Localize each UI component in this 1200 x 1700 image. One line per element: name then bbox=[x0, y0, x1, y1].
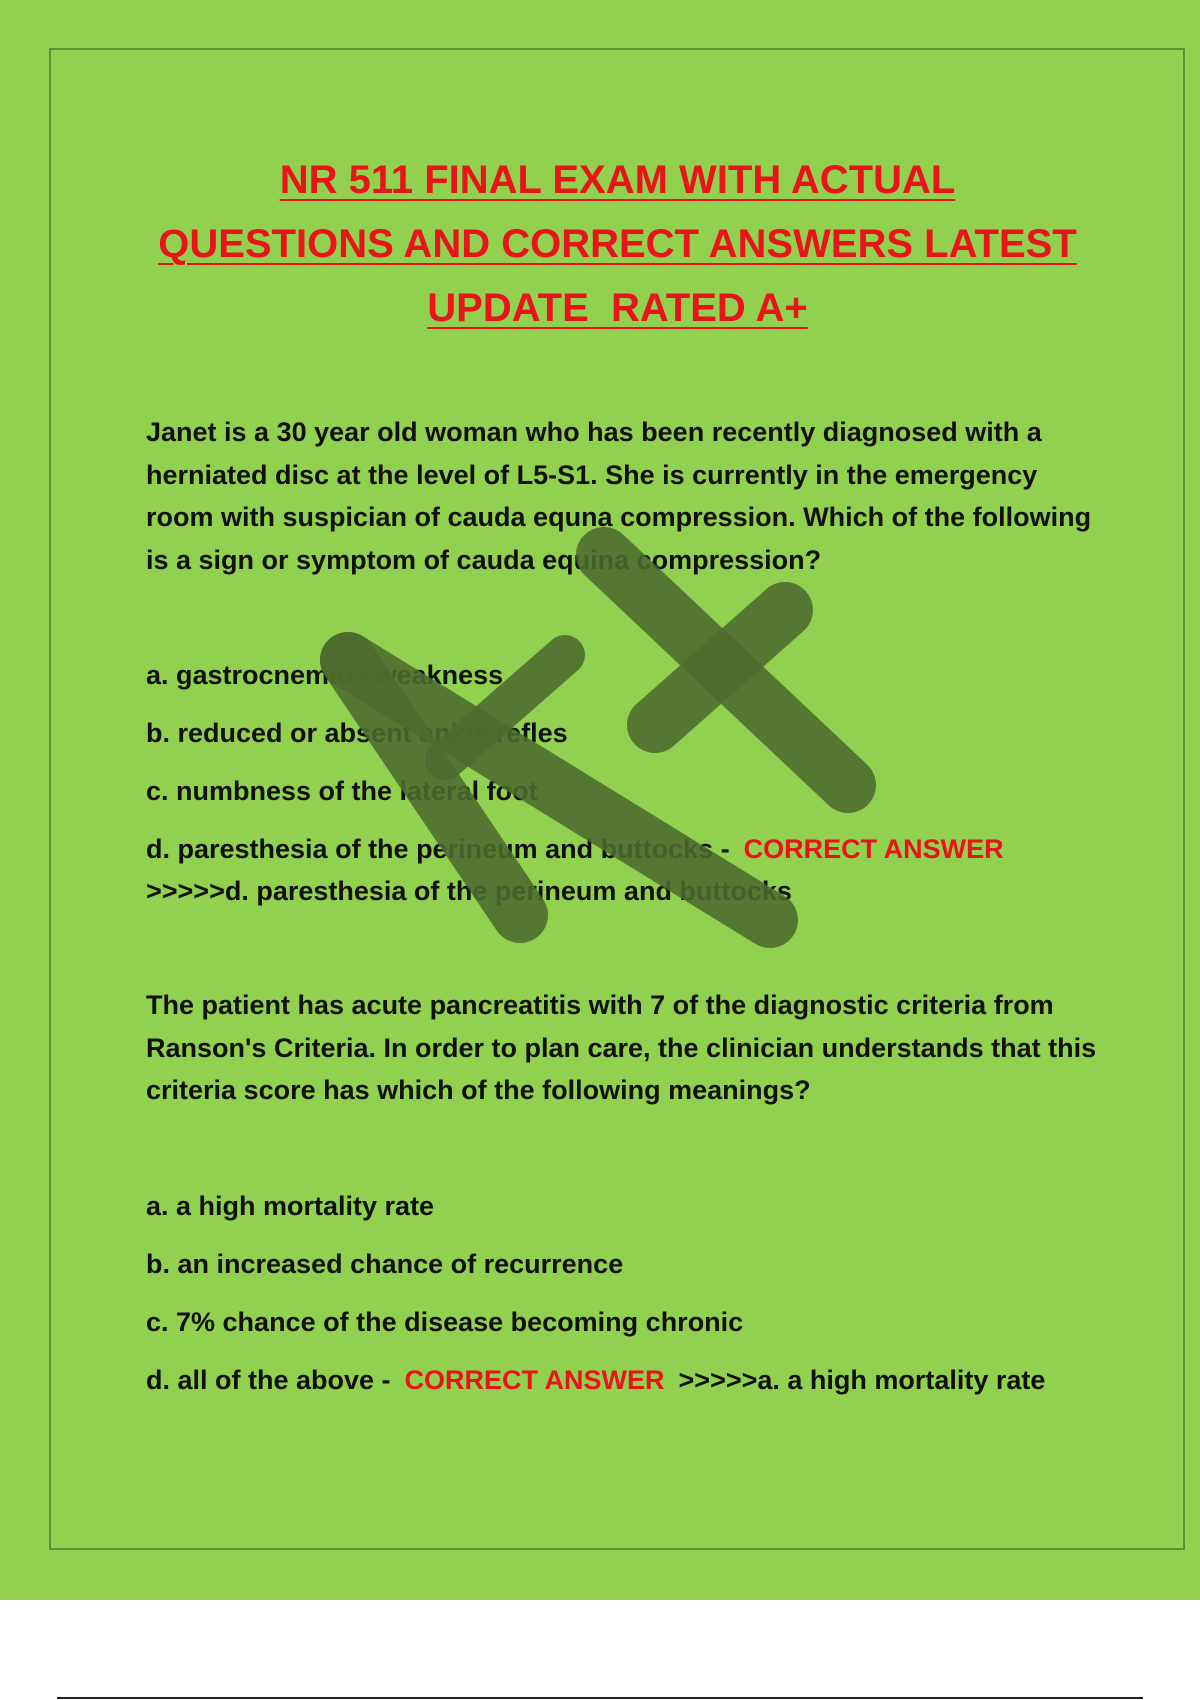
question-1-correct-answer: >>>>>d. paresthesia of the perineum and buttocks bbox=[146, 876, 792, 906]
title-line-2: QUESTIONS AND CORRECT ANSWERS LATEST bbox=[158, 222, 1077, 266]
question-2-options bbox=[146, 1185, 1106, 1401]
question-2-option-c: c. 7% chance of the disease becoming chronic bbox=[146, 1306, 744, 1337]
title-line-3: UPDATE RATED A+ bbox=[427, 286, 808, 330]
question-2-option-a: a. a high mortality rate bbox=[146, 1190, 435, 1221]
question-1-option-b: b. reduced or absent ankle refles bbox=[146, 718, 568, 748]
question-1-text: Janet is a 30 year old woman who has been recently diagnosed with a herniated disc at the level of L5-S1. She is currently in the emergency room with suspician of cauda equna compression. Which of the following is a sign or symptom of cauda equina compression? bbox=[146, 417, 1092, 575]
document-title bbox=[100, 148, 1135, 340]
question-1-correct-label: CORRECT ANSWER bbox=[743, 834, 1004, 864]
question-1-option-d bbox=[146, 828, 1106, 912]
question-2-option-b: b. an increased chance of recurrence bbox=[146, 1248, 624, 1279]
question-2-option-d bbox=[146, 1359, 1106, 1401]
question-1-option-a: a. gastrocnemius weakness bbox=[146, 660, 504, 690]
exam-content bbox=[146, 411, 1106, 1417]
question-2-option-d-text: d. all of the above - bbox=[146, 1364, 391, 1395]
question-1-option-c: c. numbness of the lateral foot bbox=[146, 776, 538, 806]
question-2-text: The patient has acute pancreatitis with 7 of the diagnostic criteria from Ranson's Criteria. In order to plan care, the clinician understands that this criteria score has which of the following meanings? bbox=[146, 990, 1097, 1105]
question-2-correct-answer: >>>>>a. a high mortality rate bbox=[678, 1364, 1046, 1395]
question-1-options bbox=[146, 654, 1106, 912]
title-line-1: NR 511 FINAL EXAM WITH ACTUAL bbox=[279, 158, 956, 202]
question-1-option-d-text: d. paresthesia of the perineum and buttocks - bbox=[146, 834, 730, 864]
question-2-correct-label: CORRECT ANSWER bbox=[404, 1364, 665, 1395]
bottom-rule bbox=[57, 1697, 1143, 1699]
